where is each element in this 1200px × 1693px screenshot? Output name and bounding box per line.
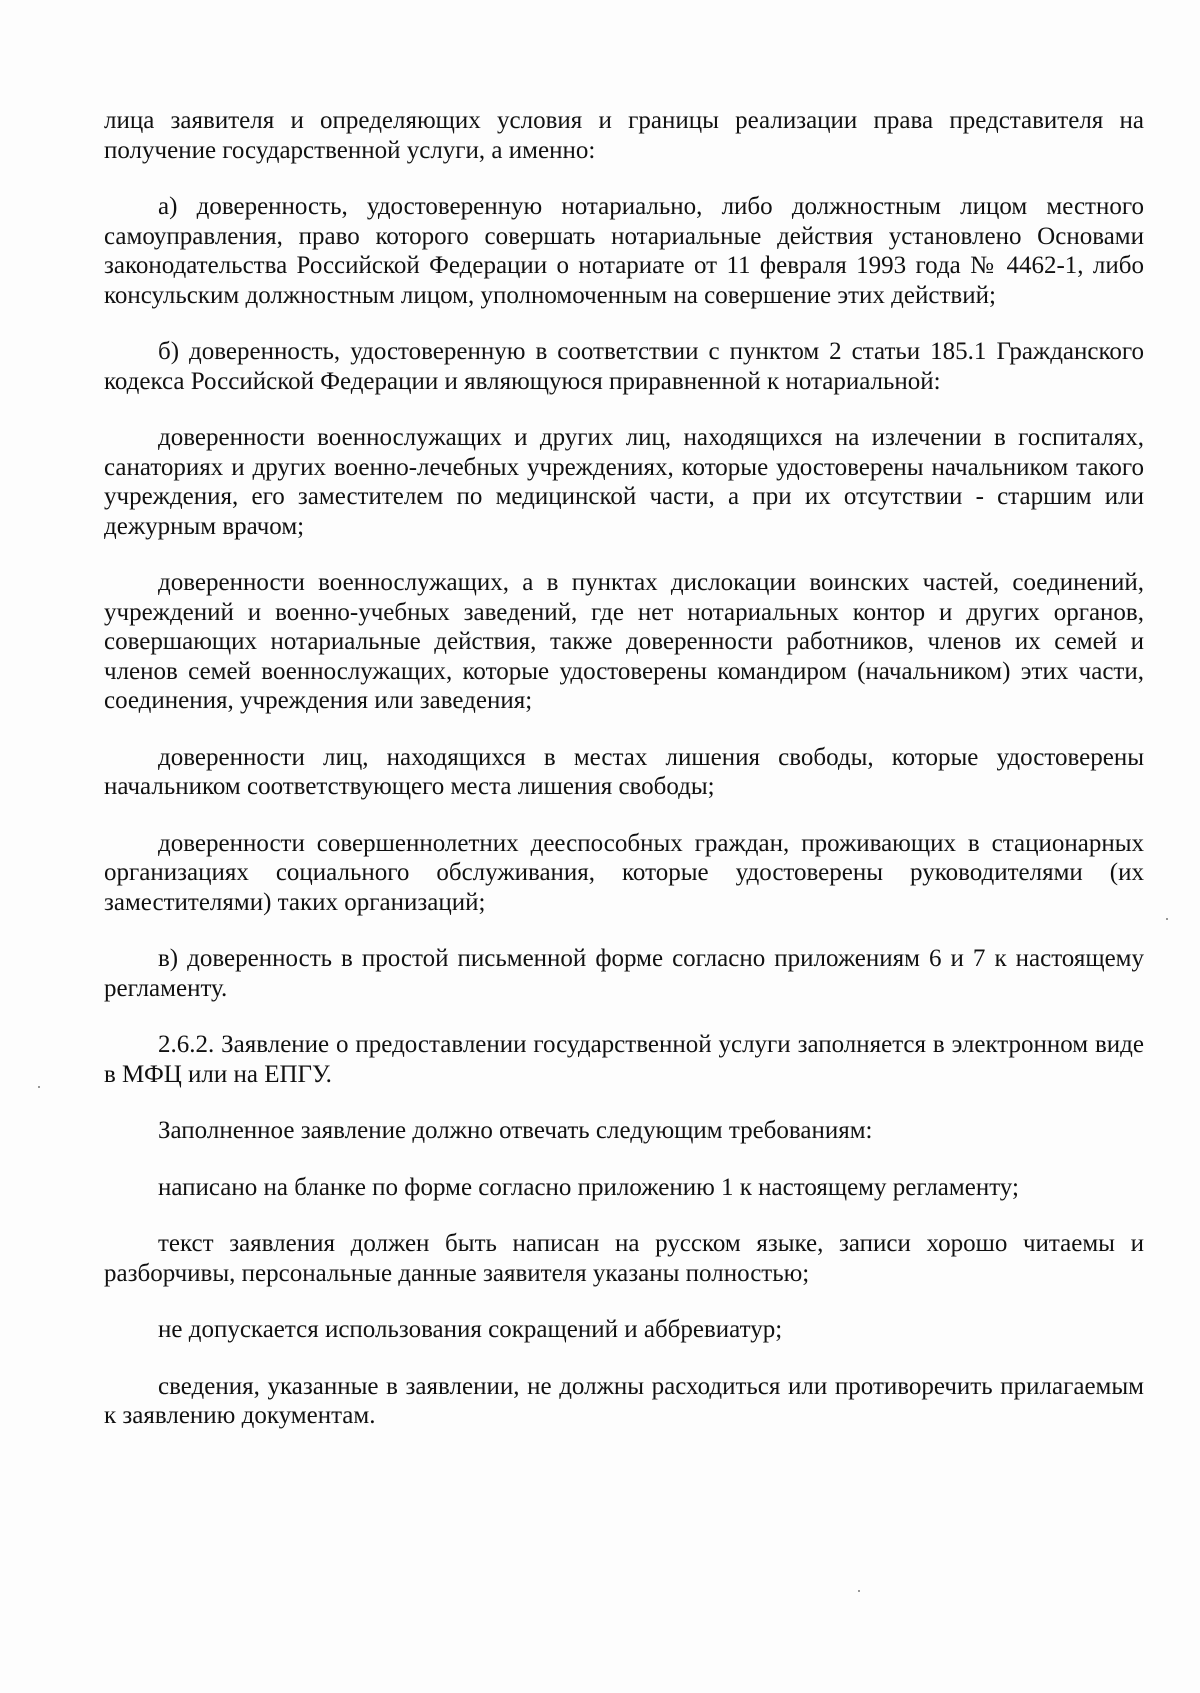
paragraph-requirement-language: текст заявления должен быть написан на русском языке, записи хорошо читаемы и разборчивы, персональные данные заявителя указаны полностью; xyxy=(104,1230,1144,1287)
paragraph-item-a: а) доверенность, удостоверенную нотариально, либо должностным лицом местного самоуправления, право которого совершать нотариальные действия установлено Основами законодательства Российской Федерации о нотариате от 11 февраля 1993 года № 4462-1, либо консульским должностным лицом, уполномоченным на совершение этих действий; xyxy=(104,193,1144,309)
paragraph-2-6-2: 2.6.2. Заявление о предоставлении государственной услуги заполняется в электронном виде в МФЦ или на ЕПГУ. xyxy=(104,1031,1144,1088)
paragraph-intro: лица заявителя и определяющих условия и границы реализации права представителя на получение государственной услуги, а именно: xyxy=(104,107,1144,164)
paragraph-item-v: в) доверенность в простой письменной форме согласно приложениям 6 и 7 к настоящему регламенту. xyxy=(104,945,1144,1002)
document-body xyxy=(104,106,1144,1458)
paragraph-social-care-proxies: доверенности совершеннолетних дееспособных граждан, проживающих в стационарных организациях социального обслуживания, которые удостоверены руководителями (их заместителями) таких организаций; xyxy=(104,829,1144,916)
paragraph-hospital-proxies: доверенности военнослужащих и других лиц, находящихся на излечении в госпиталях, санаториях и других военно-лечебных учреждениях, которые удостоверены начальником такого учреждения, его заместителем по медицинской части, а при их отсутствии - старшим или дежурным врачом; xyxy=(104,424,1144,540)
paragraph-requirements-intro: Заполненное заявление должно отвечать следующим требованиям: xyxy=(158,1117,873,1144)
paragraph-prison-proxies: доверенности лиц, находящихся в местах лишения свободы, которые удостоверены начальником соответствующего места лишения свободы; xyxy=(104,743,1144,800)
scan-speck xyxy=(1166,918,1168,920)
scan-speck xyxy=(858,1590,860,1592)
paragraph-item-b: б) доверенность, удостоверенную в соответствии с пунктом 2 статьи 185.1 Гражданского кодекса Российской Федерации и являющуюся приравненной к нотариальной: xyxy=(104,338,1144,395)
paragraph-military-proxies: доверенности военнослужащих, а в пунктах дислокации воинских частей, соединений, учреждений и военно-учебных заведений, где нет нотариальных контор и других органов, совершающих нотариальные действия, также доверенности работников, членов их семей и членов семей военнослужащих, которые удостоверены командиром (начальником) этих части, соединения, учреждения или заведения; xyxy=(104,569,1144,714)
paragraph-requirement-form: написано на бланке по форме согласно приложению 1 к настоящему регламенту; xyxy=(158,1173,1019,1201)
scan-speck xyxy=(38,1086,40,1088)
paragraph-requirement-consistency: сведения, указанные в заявлении, не должны расходиться или противоречить прилагаемым к заявлению документам. xyxy=(104,1372,1144,1429)
paragraph-requirement-abbreviations: не допускается использования сокращений и аббревиатур; xyxy=(158,1316,783,1343)
